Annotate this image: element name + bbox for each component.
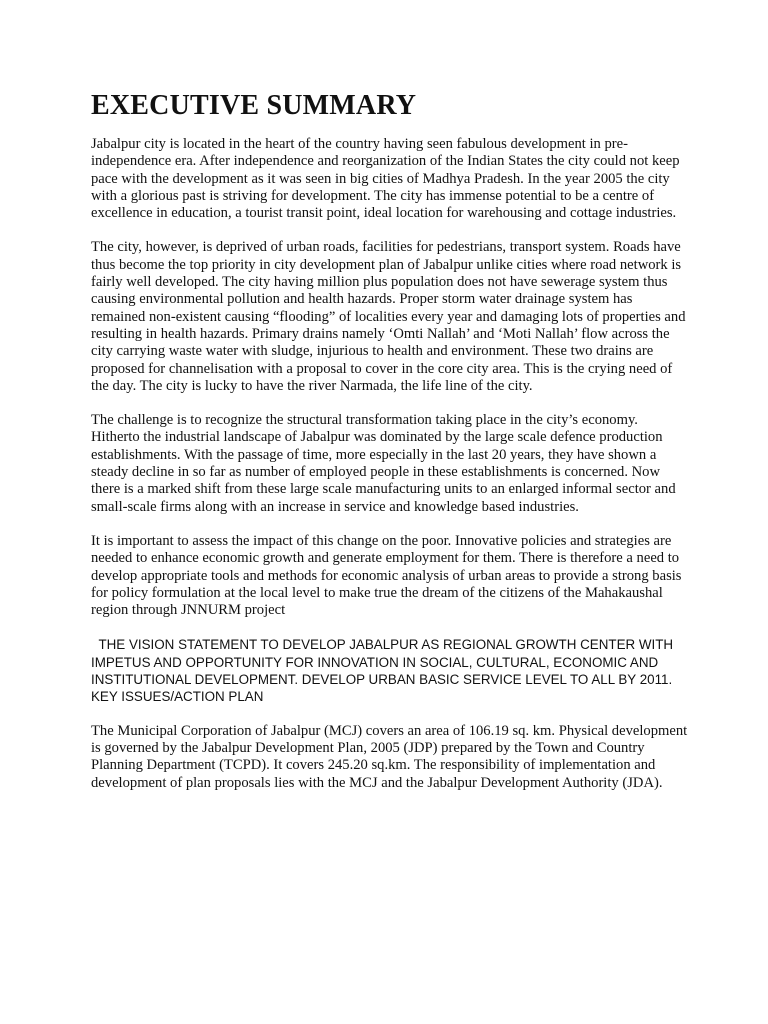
paragraph-impact: It is important to assess the impact of this change on the poor. Innovative policies and strategies are needed to enhance economic growth and generate employment for them. There is therefore a need to develop appropriate tools and methods for economic analysis of urban areas to provide a strong basis for policy formulation at the local level to make true the dream of the citizens of the Mahakaushal region through JNNURM project [91, 532, 682, 619]
paragraph-introduction: Jabalpur city is located in the heart of the country having seen fabulous development in pre-independence era. After independence and reorganization of the Indian States the city could not keep pace with the development as it was seen in big cities of Madhya Pradesh. In the year 2005 the city with a glorious past is striving for development. The city has immense potential to be a centre of excellence in education, a tourist transit point, ideal location for warehousing and cottage industries. [91, 136, 680, 222]
page-title: EXECUTIVE SUMMARY [91, 90, 417, 121]
paragraph-municipal-corporation: The Municipal Corporation of Jabalpur (MCJ) covers an area of 106.19 sq. km. Physical development is governed by the Jabalpur Development Plan, 2005 (JDP) prepared by the Town and Country Planning Department (TCPD). It covers 245.20 sq.km. The responsibility of implementation and development of plan proposals lies with the MCJ and the Jabalpur Development Authority (JDA). [91, 722, 688, 791]
paragraph-economy: The challenge is to recognize the structural transformation taking place in the city’s economy. Hitherto the industrial landscape of Jabalpur was dominated by the large scale defence production establishments. With the passage of time, more especially in the last 20 years, they have shown a steady decline in so far as number of employed people in these establishments is concerned. Now there is a marked shift from these large scale manufacturing units to an enlarged informal sector and small-scale firms along with an increase in service and knowledge based industries. [91, 412, 676, 515]
paragraph-infrastructure: The city, however, is deprived of urban roads, facilities for pedestrians, transport system. Roads have thus become the top priority in city development plan of Jabalpur unlike cities where road network is fairly well developed. The city having million plus population does not have sewerage system thus causing environmental pollution and health hazards. Proper storm water drainage system has remained non-existent causing “flooding” of localities every year and damaging lots of properties and resulting in health hazards. Primary drains namely ‘Omti Nallah’ and ‘Moti Nallah’ flow across the city carrying waste water with sludge, injurious to health and environment. These two drains are proposed for channelisation with a proposal to cover in the core city area. This is the crying need of the day. The city is lucky to have the river Narmada, the life line of the city. [91, 239, 686, 394]
vision-statement: THE VISION STATEMENT TO DEVELOP JABALPUR AS REGIONAL GROWTH CENTER WITH IMPETUS AND OPPORTUNITY FOR INNOVATION IN SOCIAL, CULTURAL, ECONOMIC AND INSTITUTIONAL DEVELOPMENT. DEVELOP URBAN BASIC SERVICE LEVEL TO ALL BY 2011. KEY ISSUES/ACTION PLAN [91, 637, 684, 705]
